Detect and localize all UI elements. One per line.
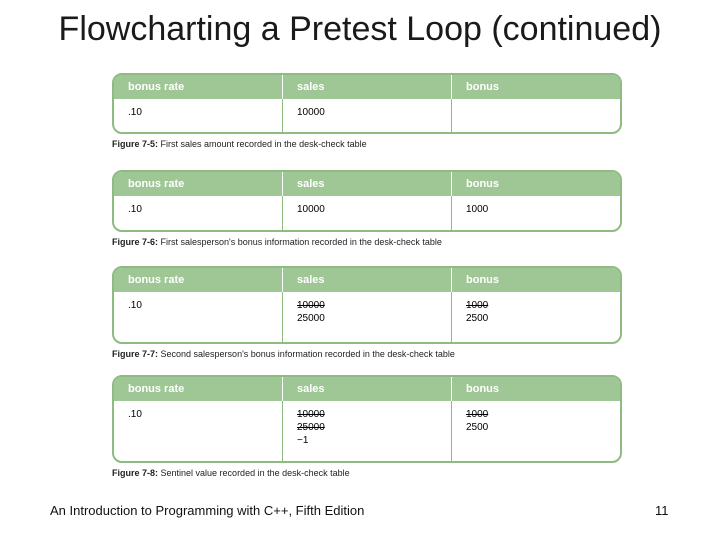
cell-value: 2500 — [466, 422, 489, 433]
header-bonus: bonus — [466, 274, 499, 286]
header-bonus: bonus — [466, 178, 499, 190]
sales-column — [283, 196, 452, 230]
figure-caption — [112, 237, 622, 247]
page-number: 11 — [655, 503, 669, 518]
figure-caption — [112, 349, 622, 359]
struck-value: 1000 — [466, 300, 489, 311]
rate-column — [114, 401, 283, 461]
caption-text: First sales amount recorded in the desk-check table — [158, 139, 367, 149]
cell-value: .10 — [128, 107, 142, 118]
cell-value: 25000 — [297, 313, 325, 324]
figure-caption — [112, 468, 622, 478]
struck-value: 10000 — [297, 300, 325, 311]
struck-value: 1000 — [466, 409, 489, 420]
desk-check-table — [112, 170, 622, 232]
caption-label: Figure 7-6: — [112, 237, 159, 247]
bonus-column — [452, 292, 620, 342]
cell-value: 2500 — [466, 313, 489, 324]
cell-value: .10 — [128, 300, 142, 311]
header-bonus: bonus — [466, 383, 499, 395]
struck-value: 10000 — [297, 409, 325, 420]
header-sales: sales — [283, 172, 452, 196]
header-sales: sales — [283, 377, 452, 401]
header-bonus-rate: bonus rate — [114, 268, 283, 292]
struck-value: 25000 — [297, 422, 325, 433]
sales-column — [283, 99, 452, 132]
bonus-column — [452, 99, 620, 132]
cell-value: 10000 — [297, 107, 325, 118]
header-bonus: bonus — [466, 81, 499, 93]
figure-7-8 — [112, 375, 622, 478]
header-bonus-rate: bonus rate — [114, 75, 283, 99]
desk-check-table — [112, 266, 622, 344]
rate-column — [114, 196, 283, 230]
header-bonus-rate: bonus rate — [114, 172, 283, 196]
caption-label: Figure 7-7: — [112, 349, 159, 359]
caption-text: Second salesperson's bonus information recorded in the desk-check table — [158, 349, 455, 359]
header-sales: sales — [283, 75, 452, 99]
desk-check-table — [112, 73, 622, 134]
bonus-column — [452, 401, 620, 461]
header-bonus-rate: bonus rate — [114, 377, 283, 401]
caption-label: Figure 7-8: — [112, 468, 159, 478]
cell-value: 10000 — [297, 204, 325, 215]
figure-caption — [112, 139, 622, 149]
caption-label: Figure 7-5: — [112, 139, 159, 149]
cell-value: 1000 — [466, 204, 489, 215]
sales-column — [283, 292, 452, 342]
figure-7-7 — [112, 266, 622, 359]
rate-column — [114, 99, 283, 132]
rate-column — [114, 292, 283, 342]
caption-text: First salesperson's bonus information recorded in the desk-check table — [158, 237, 442, 247]
figure-7-5 — [112, 73, 622, 149]
footer-book-title: An Introduction to Programming with C++, Fifth Edition — [50, 503, 365, 518]
cell-value: .10 — [128, 409, 142, 420]
slide-title: Flowcharting a Pretest Loop (continued) — [58, 10, 662, 48]
bonus-column — [452, 196, 620, 230]
header-sales: sales — [283, 268, 452, 292]
figure-7-6 — [112, 170, 622, 247]
desk-check-table — [112, 375, 622, 463]
cell-value: .10 — [128, 204, 142, 215]
cell-value: −1 — [297, 435, 309, 446]
sales-column — [283, 401, 452, 461]
caption-text: Sentinel value recorded in the desk-check table — [158, 468, 350, 478]
